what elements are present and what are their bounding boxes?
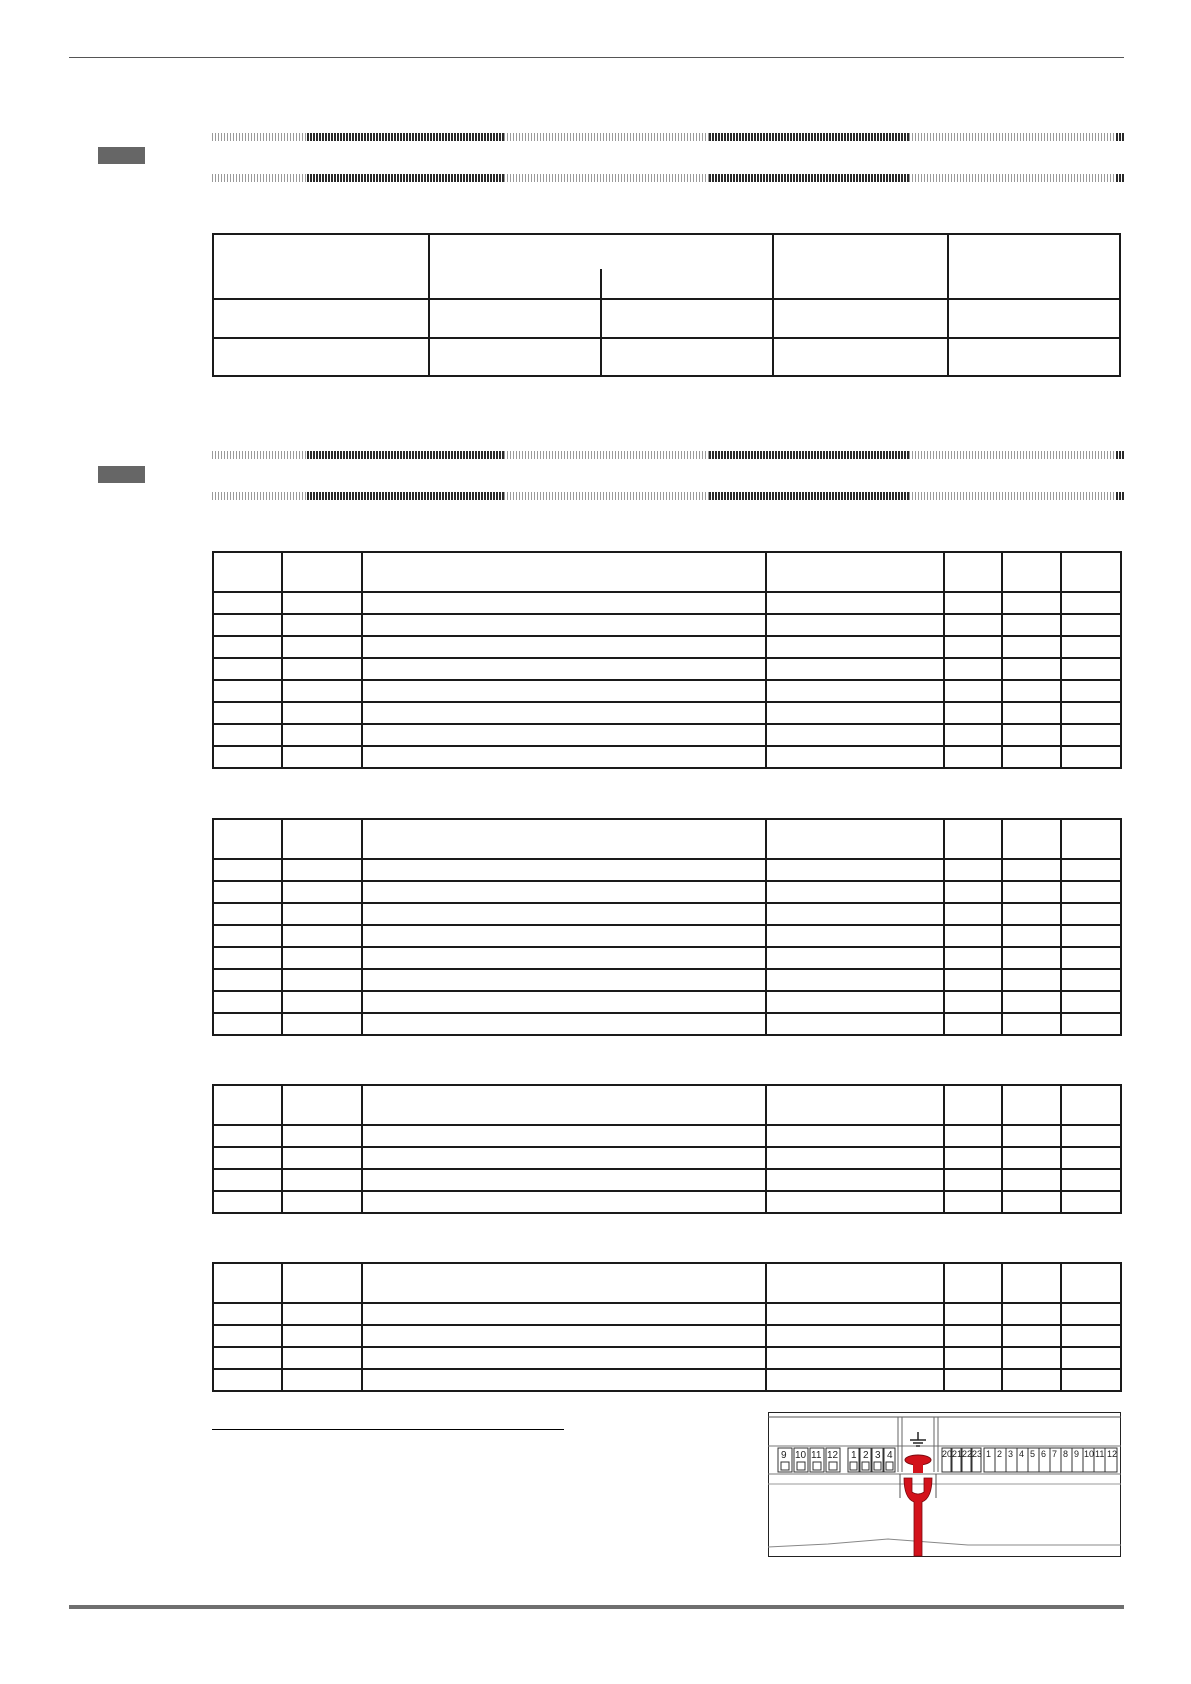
terminal-label: 11 xyxy=(811,1450,822,1461)
section-stripe-bottom xyxy=(212,492,1124,500)
terminal-label: 1 xyxy=(986,1449,992,1459)
table-row xyxy=(213,680,1121,702)
table-row xyxy=(213,991,1121,1013)
table-row xyxy=(213,1169,1121,1191)
spec-table xyxy=(212,233,1122,378)
terminal-label: 9 xyxy=(1074,1449,1080,1459)
table-row xyxy=(213,702,1121,724)
terminal-block-figure xyxy=(768,1412,1121,1557)
terminal-label: 21 xyxy=(952,1449,963,1459)
terminal-label: 8 xyxy=(1063,1449,1069,1459)
terminal-label: 10 xyxy=(1084,1449,1095,1459)
terminal-label: 5 xyxy=(1030,1449,1036,1459)
table-row xyxy=(213,859,1121,881)
table-row xyxy=(213,947,1121,969)
terminal-label: 3 xyxy=(875,1450,881,1461)
table-header-row xyxy=(213,1263,1121,1303)
terminal-label: 9 xyxy=(781,1450,787,1461)
footer-rule xyxy=(69,1605,1124,1609)
terminal-label: 22 xyxy=(962,1449,973,1459)
terminal-label: 2 xyxy=(997,1449,1003,1459)
footnote-rule xyxy=(212,1429,564,1430)
header-rule xyxy=(69,57,1124,58)
terminal-label: 2 xyxy=(863,1450,869,1461)
table-row xyxy=(213,881,1121,903)
terminal-label: 4 xyxy=(887,1450,893,1461)
section-tag xyxy=(98,466,145,483)
section-tag xyxy=(98,147,145,164)
table-row xyxy=(213,658,1121,680)
terminal-label: 20 xyxy=(942,1449,953,1459)
parts-table xyxy=(212,818,1122,1036)
section-stripe-bottom xyxy=(212,174,1124,182)
table-row xyxy=(213,1303,1121,1325)
table-row xyxy=(213,592,1121,614)
table-row xyxy=(213,1191,1121,1213)
table-row xyxy=(213,1147,1121,1169)
table-row xyxy=(213,969,1121,991)
table-row xyxy=(213,903,1121,925)
terminal-label: 1 xyxy=(851,1450,857,1461)
terminal-label: 3 xyxy=(1008,1449,1014,1459)
table-row xyxy=(213,746,1121,768)
table-row xyxy=(213,1125,1121,1147)
terminal-label: 23 xyxy=(972,1449,983,1459)
terminal-label: 12 xyxy=(827,1450,839,1461)
table-row xyxy=(213,1013,1121,1035)
terminal-label: 4 xyxy=(1019,1449,1025,1459)
parts-table xyxy=(212,551,1122,769)
section-stripe-top xyxy=(212,133,1124,141)
parts-table xyxy=(212,1084,1122,1214)
table-row xyxy=(213,1369,1121,1391)
table-row xyxy=(213,1325,1121,1347)
table-row xyxy=(213,636,1121,658)
table-row xyxy=(213,614,1121,636)
table-row xyxy=(213,724,1121,746)
section-stripe-top xyxy=(212,451,1124,459)
terminal-label: 11 xyxy=(1095,1449,1105,1459)
terminal-label: 10 xyxy=(795,1450,807,1461)
terminal-label: 7 xyxy=(1052,1449,1058,1459)
terminal-label: 6 xyxy=(1041,1449,1047,1459)
parts-table xyxy=(212,1262,1122,1392)
table-header-row xyxy=(213,819,1121,859)
table-row xyxy=(213,925,1121,947)
terminal-label: 12 xyxy=(1107,1449,1118,1459)
table-row xyxy=(213,1347,1121,1369)
table-header-row xyxy=(213,552,1121,592)
table-header-row xyxy=(213,1085,1121,1125)
